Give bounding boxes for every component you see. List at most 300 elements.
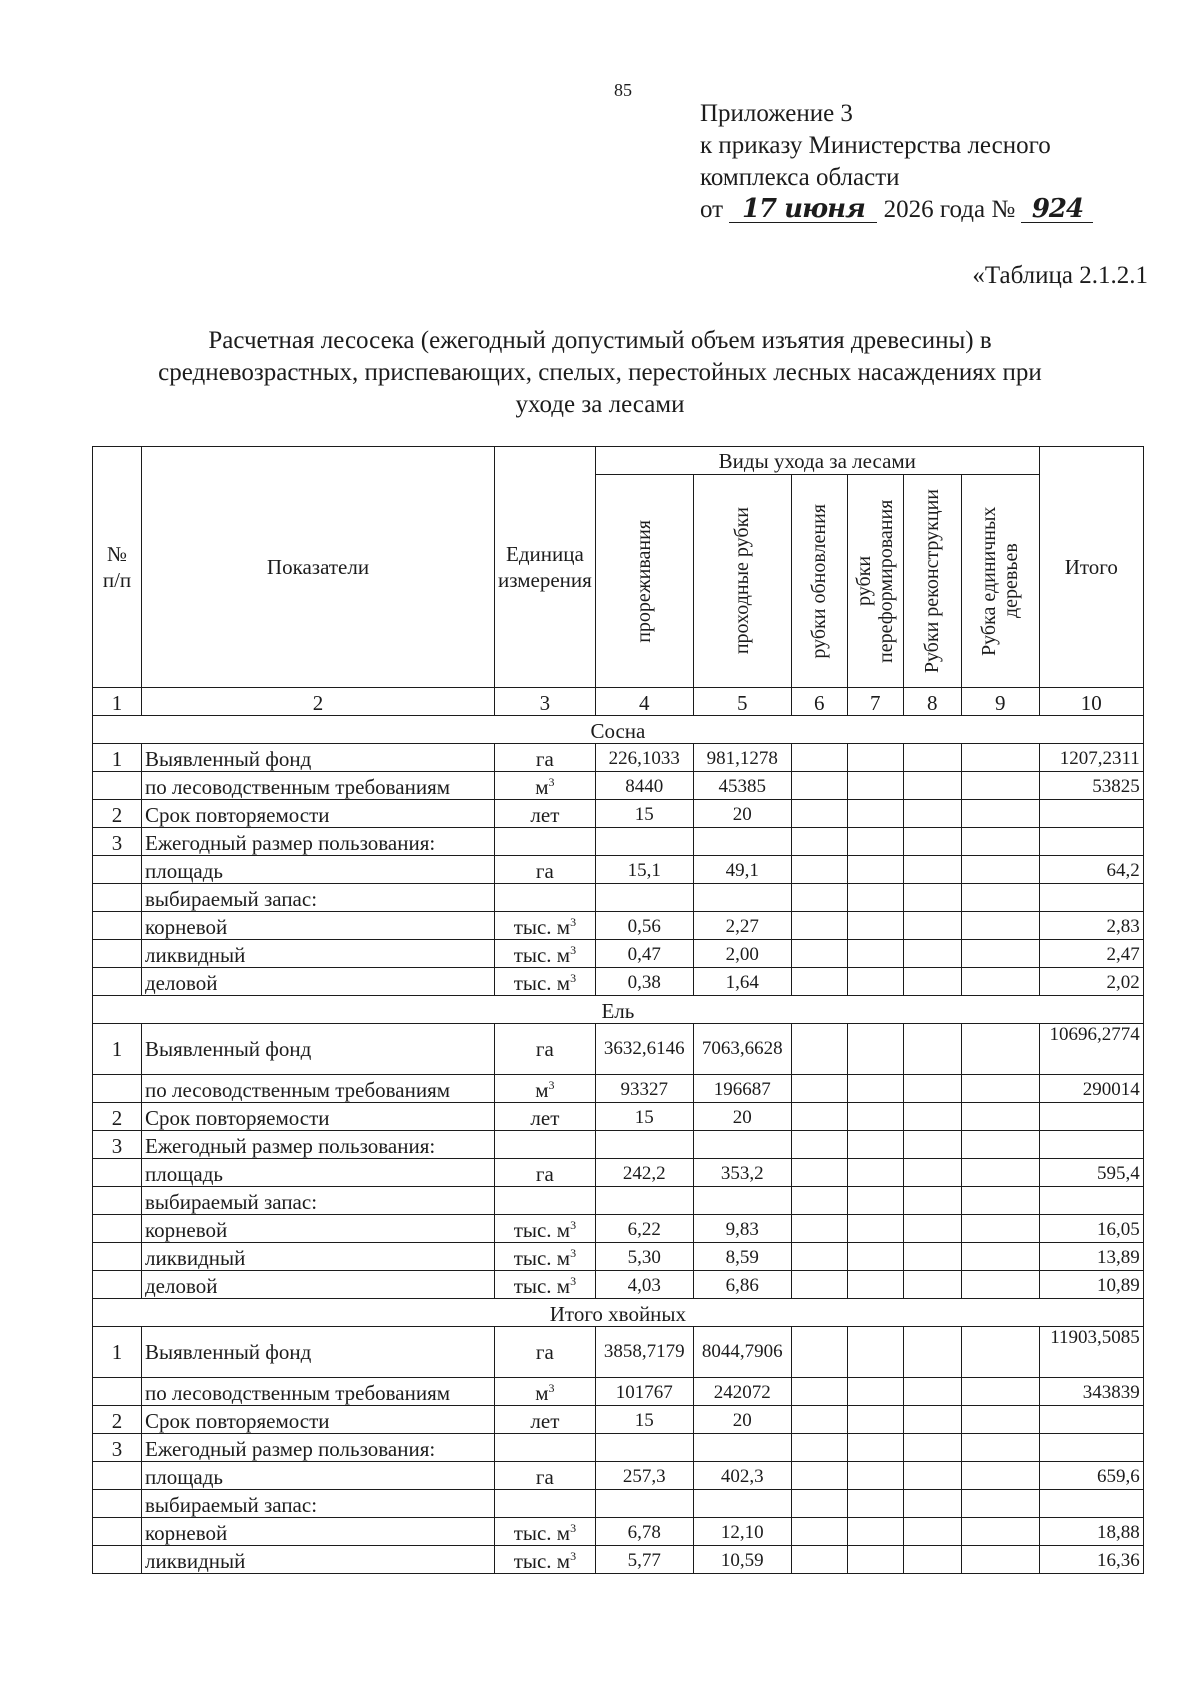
value-renewal-cut: [791, 1378, 847, 1406]
table-row: [93, 1131, 1144, 1159]
value-reform-cut: [847, 1243, 903, 1271]
value-renewal-cut: [791, 1024, 847, 1075]
row-number: [93, 940, 142, 968]
value-renewal-cut: [791, 1271, 847, 1299]
row-number: 3: [93, 1434, 142, 1462]
table-row: [93, 800, 1144, 828]
row-number: [93, 884, 142, 912]
row-number: [93, 772, 142, 800]
value-thinning: 5,30: [595, 1243, 693, 1271]
value-single-tree-cut: [961, 1075, 1039, 1103]
row-unit: [495, 1187, 596, 1215]
value-thinning: 101767: [595, 1378, 693, 1406]
row-number: 1: [93, 744, 142, 772]
col-header-num: № п/п: [93, 447, 142, 688]
row-label: площадь: [142, 1159, 495, 1187]
value-renewal-cut: [791, 772, 847, 800]
value-single-tree-cut: [961, 856, 1039, 884]
value-total: 64,2: [1039, 856, 1143, 884]
table-body: [93, 447, 1144, 1574]
unit-superscript: 3: [548, 1078, 555, 1092]
value-reconstruction-cut: [903, 1075, 961, 1103]
value-total: 13,89: [1039, 1243, 1143, 1271]
unit-superscript: 3: [570, 971, 577, 985]
value-single-tree-cut: [961, 1546, 1039, 1574]
row-unit: [495, 856, 596, 884]
row-unit: [495, 1103, 596, 1131]
value-passage-cut: 8,59: [693, 1243, 791, 1271]
value-reform-cut: [847, 800, 903, 828]
row-label: по лесоводственным требованиям: [142, 1378, 495, 1406]
row-unit: [495, 884, 596, 912]
value-renewal-cut: [791, 1518, 847, 1546]
col-number: 4: [595, 688, 693, 716]
table-row: [93, 1075, 1144, 1103]
value-total: 10696,2774: [1039, 1024, 1143, 1075]
table-row: [93, 968, 1144, 996]
value-reconstruction-cut: [903, 1271, 961, 1299]
row-label: ликвидный: [142, 1546, 495, 1574]
value-renewal-cut: [791, 968, 847, 996]
value-thinning: 257,3: [595, 1462, 693, 1490]
row-label: по лесоводственным требованиям: [142, 1075, 495, 1103]
row-number: [93, 1215, 142, 1243]
value-single-tree-cut: [961, 1271, 1039, 1299]
row-unit: [495, 1462, 596, 1490]
forest-cut-table: [92, 446, 1144, 1574]
row-unit: [495, 1546, 596, 1574]
column-number-row: [93, 688, 1144, 716]
value-renewal-cut: [791, 940, 847, 968]
value-reconstruction-cut: [903, 1462, 961, 1490]
col-number: 5: [693, 688, 791, 716]
table-row: [93, 772, 1144, 800]
value-reconstruction-cut: [903, 828, 961, 856]
value-passage-cut: 45385: [693, 772, 791, 800]
table-reference: «Таблица 2.1.2.1: [972, 262, 1148, 289]
value-thinning: [595, 828, 693, 856]
value-total: 2,83: [1039, 912, 1143, 940]
row-label: деловой: [142, 1271, 495, 1299]
value-renewal-cut: [791, 912, 847, 940]
section-row: [93, 996, 1144, 1024]
value-reconstruction-cut: [903, 940, 961, 968]
value-passage-cut: 9,83: [693, 1215, 791, 1243]
unit-text: лет: [530, 1106, 560, 1130]
value-renewal-cut: [791, 1131, 847, 1159]
value-passage-cut: [693, 1187, 791, 1215]
unit-text: м: [535, 1078, 549, 1102]
row-number: [93, 856, 142, 884]
value-reform-cut: [847, 1075, 903, 1103]
value-single-tree-cut: [961, 1103, 1039, 1131]
col-header-thinning: [595, 475, 693, 688]
row-label: Ежегодный размер пользования:: [142, 828, 495, 856]
col-number: 6: [791, 688, 847, 716]
value-thinning: 3858,7179: [595, 1327, 693, 1378]
table-row: [93, 1378, 1144, 1406]
unit-text: тыс. м: [513, 1521, 571, 1545]
value-reconstruction-cut: [903, 772, 961, 800]
value-reform-cut: [847, 1434, 903, 1462]
table-row: [93, 1159, 1144, 1187]
row-unit: [495, 1075, 596, 1103]
table-row: [93, 1406, 1144, 1434]
value-thinning: 5,77: [595, 1546, 693, 1574]
value-passage-cut: [693, 828, 791, 856]
unit-text: тыс. м: [513, 971, 571, 995]
appendix-date-line: [700, 194, 1093, 226]
row-unit: [495, 1378, 596, 1406]
unit-superscript: 3: [570, 1218, 577, 1232]
col-header-reconstruction-cut: [903, 475, 961, 688]
value-passage-cut: 2,00: [693, 940, 791, 968]
value-thinning: 4,03: [595, 1271, 693, 1299]
row-unit: [495, 968, 596, 996]
value-thinning: 226,1033: [595, 744, 693, 772]
table-row: [93, 1103, 1144, 1131]
col-number: 10: [1039, 688, 1143, 716]
value-total: [1039, 1187, 1143, 1215]
table-row: [93, 1546, 1144, 1574]
value-total: [1039, 1131, 1143, 1159]
unit-superscript: 3: [570, 1549, 577, 1563]
table-row: [93, 1434, 1144, 1462]
value-reform-cut: [847, 1271, 903, 1299]
section-row: [93, 716, 1144, 744]
value-reconstruction-cut: [903, 1378, 961, 1406]
value-single-tree-cut: [961, 940, 1039, 968]
col-header-passage-cut: [693, 475, 791, 688]
value-total: 53825: [1039, 772, 1143, 800]
table-row: [93, 828, 1144, 856]
row-unit: [495, 1131, 596, 1159]
value-passage-cut: [693, 1434, 791, 1462]
row-number: [93, 1462, 142, 1490]
value-reconstruction-cut: [903, 1243, 961, 1271]
unit-text: тыс. м: [513, 1218, 571, 1242]
row-number: 1: [93, 1327, 142, 1378]
table-row: [93, 1271, 1144, 1299]
table-row: [93, 744, 1144, 772]
table-row: [93, 1187, 1144, 1215]
value-passage-cut: 6,86: [693, 1271, 791, 1299]
col-header-single-tree-cut: [961, 475, 1039, 688]
value-thinning: 6,78: [595, 1518, 693, 1546]
value-reconstruction-cut: [903, 800, 961, 828]
section-row: [93, 1299, 1144, 1327]
row-number: 3: [93, 1131, 142, 1159]
row-number: [93, 912, 142, 940]
header-row-1: [93, 447, 1144, 475]
row-label: Ежегодный размер пользования:: [142, 1434, 495, 1462]
value-renewal-cut: [791, 1159, 847, 1187]
value-passage-cut: 242072: [693, 1378, 791, 1406]
value-renewal-cut: [791, 856, 847, 884]
value-reform-cut: [847, 828, 903, 856]
table-row: [93, 1327, 1144, 1378]
value-passage-cut: 8044,7906: [693, 1327, 791, 1378]
value-renewal-cut: [791, 1187, 847, 1215]
value-thinning: [595, 1131, 693, 1159]
value-thinning: 0,47: [595, 940, 693, 968]
section-title: Итого хвойных: [93, 1299, 1144, 1327]
col-number: 8: [903, 688, 961, 716]
row-number: [93, 1271, 142, 1299]
handwritten-date: 17 июня: [729, 196, 877, 223]
unit-text: га: [535, 1465, 554, 1489]
row-label: Выявленный фонд: [142, 744, 495, 772]
row-number: [93, 1159, 142, 1187]
value-thinning: 242,2: [595, 1159, 693, 1187]
value-total: 18,88: [1039, 1518, 1143, 1546]
value-passage-cut: [693, 884, 791, 912]
value-reconstruction-cut: [903, 884, 961, 912]
value-total: [1039, 884, 1143, 912]
row-unit: [495, 1215, 596, 1243]
value-reform-cut: [847, 1024, 903, 1075]
col-header-thinning-text: прореживания: [633, 519, 656, 643]
value-reform-cut: [847, 1159, 903, 1187]
value-single-tree-cut: [961, 744, 1039, 772]
row-label: ликвидный: [142, 1243, 495, 1271]
value-single-tree-cut: [961, 772, 1039, 800]
unit-text: га: [535, 1037, 554, 1061]
table-row: [93, 1243, 1144, 1271]
title-line-2: средневозрастных, приспевающих, спелых, перестойных лесных насаждениях при: [158, 359, 1042, 386]
value-renewal-cut: [791, 1103, 847, 1131]
row-label: Срок повторяемости: [142, 800, 495, 828]
value-thinning: 93327: [595, 1075, 693, 1103]
value-passage-cut: 1,64: [693, 968, 791, 996]
col-header-reconstruction-cut-text: Рубки реконструкции: [921, 488, 944, 674]
value-single-tree-cut: [961, 1187, 1039, 1215]
col-number: 3: [495, 688, 596, 716]
col-header-renewal-cut: [791, 475, 847, 688]
value-reform-cut: [847, 912, 903, 940]
appendix-line-1: Приложение 3: [700, 100, 853, 127]
section-title: Ель: [93, 996, 1144, 1024]
value-total: [1039, 1406, 1143, 1434]
row-label: корневой: [142, 912, 495, 940]
table-row: [93, 1215, 1144, 1243]
value-thinning: 15: [595, 1406, 693, 1434]
value-passage-cut: 196687: [693, 1075, 791, 1103]
unit-text: га: [535, 747, 554, 771]
unit-text: лет: [530, 1409, 560, 1433]
value-single-tree-cut: [961, 1406, 1039, 1434]
date-prefix: от: [700, 196, 724, 223]
row-unit: [495, 1159, 596, 1187]
row-unit: [495, 1406, 596, 1434]
row-unit: [495, 1243, 596, 1271]
row-unit: [495, 912, 596, 940]
unit-text: м: [535, 1381, 549, 1405]
value-passage-cut: [693, 1131, 791, 1159]
value-single-tree-cut: [961, 1462, 1039, 1490]
value-reconstruction-cut: [903, 744, 961, 772]
handwritten-number: 924: [1021, 196, 1093, 223]
value-reconstruction-cut: [903, 1131, 961, 1159]
unit-text: тыс. м: [513, 943, 571, 967]
value-total: 2,47: [1039, 940, 1143, 968]
row-unit: [495, 1024, 596, 1075]
row-number: [93, 1490, 142, 1518]
unit-text: лет: [530, 803, 560, 827]
value-reform-cut: [847, 1131, 903, 1159]
row-number: 2: [93, 1103, 142, 1131]
value-thinning: [595, 884, 693, 912]
value-reform-cut: [847, 1327, 903, 1378]
row-number: [93, 1075, 142, 1103]
value-reform-cut: [847, 1462, 903, 1490]
value-single-tree-cut: [961, 1490, 1039, 1518]
value-reform-cut: [847, 1187, 903, 1215]
col-header-renewal-cut-text: рубки обновления: [808, 503, 831, 659]
value-reconstruction-cut: [903, 1159, 961, 1187]
row-label: корневой: [142, 1215, 495, 1243]
value-thinning: 15,1: [595, 856, 693, 884]
value-renewal-cut: [791, 1327, 847, 1378]
unit-text: тыс. м: [513, 1246, 571, 1270]
value-single-tree-cut: [961, 1024, 1039, 1075]
value-thinning: 3632,6146: [595, 1024, 693, 1075]
value-renewal-cut: [791, 1462, 847, 1490]
row-unit: [495, 828, 596, 856]
value-renewal-cut: [791, 1243, 847, 1271]
col-number: 2: [142, 688, 495, 716]
row-label: Срок повторяемости: [142, 1103, 495, 1131]
row-label: выбираемый запас:: [142, 1490, 495, 1518]
value-total: [1039, 1490, 1143, 1518]
value-total: 595,4: [1039, 1159, 1143, 1187]
table-row: [93, 1518, 1144, 1546]
row-number: 1: [93, 1024, 142, 1075]
row-unit: [495, 1327, 596, 1378]
col-header-single-tree-cut-text: Рубка единичных деревьев: [978, 506, 1023, 656]
col-header-unit: Единица измерения: [495, 447, 596, 688]
value-total: 2,02: [1039, 968, 1143, 996]
value-thinning: 15: [595, 1103, 693, 1131]
value-renewal-cut: [791, 1490, 847, 1518]
value-reform-cut: [847, 968, 903, 996]
unit-superscript: 3: [548, 775, 555, 789]
table-row: [93, 1462, 1144, 1490]
row-label: Выявленный фонд: [142, 1024, 495, 1075]
value-single-tree-cut: [961, 1131, 1039, 1159]
table-row: [93, 1490, 1144, 1518]
title-line-3: уходе за лесами: [515, 391, 685, 418]
row-unit: [495, 1518, 596, 1546]
row-unit: [495, 800, 596, 828]
row-number: [93, 1378, 142, 1406]
value-single-tree-cut: [961, 1243, 1039, 1271]
value-reform-cut: [847, 940, 903, 968]
value-passage-cut: 2,27: [693, 912, 791, 940]
value-thinning: [595, 1434, 693, 1462]
col-header-indicator: Показатели: [142, 447, 495, 688]
value-passage-cut: 7063,6628: [693, 1024, 791, 1075]
value-reconstruction-cut: [903, 856, 961, 884]
value-reform-cut: [847, 1215, 903, 1243]
table-row: [93, 940, 1144, 968]
row-unit: [495, 744, 596, 772]
value-single-tree-cut: [961, 1434, 1039, 1462]
value-reconstruction-cut: [903, 1215, 961, 1243]
value-reform-cut: [847, 1103, 903, 1131]
row-number: [93, 968, 142, 996]
value-total: 290014: [1039, 1075, 1143, 1103]
value-total: 343839: [1039, 1378, 1143, 1406]
value-reconstruction-cut: [903, 1518, 961, 1546]
unit-text: м: [535, 775, 549, 799]
row-label: выбираемый запас:: [142, 1187, 495, 1215]
value-total: 16,36: [1039, 1546, 1143, 1574]
row-number: [93, 1187, 142, 1215]
value-thinning: [595, 1187, 693, 1215]
value-total: [1039, 1103, 1143, 1131]
unit-superscript: 3: [570, 1521, 577, 1535]
unit-superscript: 3: [570, 1274, 577, 1288]
unit-superscript: 3: [570, 915, 577, 929]
value-total: 11903,5085: [1039, 1327, 1143, 1378]
value-single-tree-cut: [961, 968, 1039, 996]
table-row: [93, 856, 1144, 884]
value-reform-cut: [847, 744, 903, 772]
value-reform-cut: [847, 1546, 903, 1574]
value-single-tree-cut: [961, 1518, 1039, 1546]
document-title: [120, 325, 1080, 421]
value-reconstruction-cut: [903, 968, 961, 996]
row-number: 2: [93, 1406, 142, 1434]
section-title: Сосна: [93, 716, 1144, 744]
row-unit: [495, 772, 596, 800]
value-reconstruction-cut: [903, 1024, 961, 1075]
row-number: 2: [93, 800, 142, 828]
col-header-reform-cut-text: рубки переформирования: [853, 499, 898, 663]
row-number: [93, 1546, 142, 1574]
value-single-tree-cut: [961, 1159, 1039, 1187]
value-renewal-cut: [791, 1434, 847, 1462]
col-number: 7: [847, 688, 903, 716]
value-single-tree-cut: [961, 1327, 1039, 1378]
value-reform-cut: [847, 1490, 903, 1518]
row-label: площадь: [142, 1462, 495, 1490]
row-label: Выявленный фонд: [142, 1327, 495, 1378]
value-passage-cut: 12,10: [693, 1518, 791, 1546]
row-label: деловой: [142, 968, 495, 996]
value-reconstruction-cut: [903, 1434, 961, 1462]
value-single-tree-cut: [961, 884, 1039, 912]
value-renewal-cut: [791, 744, 847, 772]
value-total: [1039, 1434, 1143, 1462]
value-renewal-cut: [791, 1406, 847, 1434]
value-single-tree-cut: [961, 1378, 1039, 1406]
value-reform-cut: [847, 884, 903, 912]
unit-text: га: [535, 1162, 554, 1186]
value-total: [1039, 828, 1143, 856]
value-single-tree-cut: [961, 912, 1039, 940]
row-number: 3: [93, 828, 142, 856]
table-row: [93, 1024, 1144, 1075]
value-renewal-cut: [791, 1215, 847, 1243]
value-single-tree-cut: [961, 1215, 1039, 1243]
value-reconstruction-cut: [903, 1103, 961, 1131]
value-passage-cut: 20: [693, 1103, 791, 1131]
col-header-reform-cut: [847, 475, 903, 688]
table-row: [93, 912, 1144, 940]
unit-text: га: [535, 859, 554, 883]
